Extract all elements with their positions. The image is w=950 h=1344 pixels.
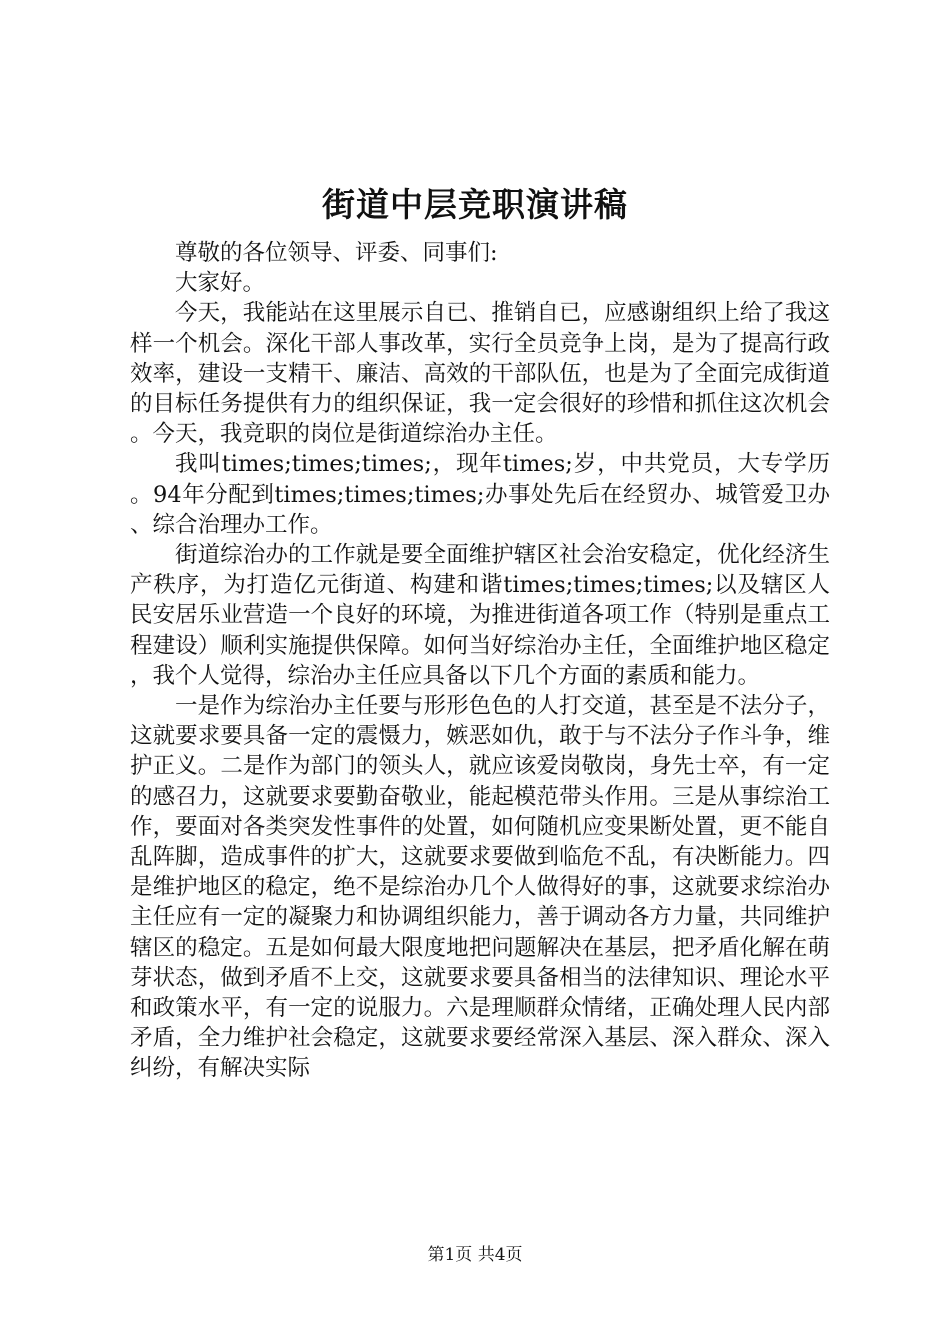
document-title: 街道中层竞职演讲稿 xyxy=(322,185,628,224)
page-footer xyxy=(0,1243,950,1267)
salutation-paragraph: 尊敬的各位领导、评委、同事们: xyxy=(175,240,498,266)
body-paragraph: 我叫times;times;times;，现年times;岁，中共党员，大专学历。94年分配到times;times;times;办事处先后在经贸办、城管爱卫办、综合治理办工作。 xyxy=(130,451,830,538)
page-number-indicator: 第1页 共4页 xyxy=(427,1245,523,1265)
greeting-paragraph: 大家好。 xyxy=(175,270,266,297)
document-body xyxy=(130,238,830,1084)
body-paragraph: 今天，我能站在这里展示自已、推销自已，应感谢组织上给了我这样一个机会。深化干部人事改革，实行全员竞争上岗，是为了提高行政效率，建设一支精干、廉洁、高效的干部队伍，也是为了全面完成街道的目标任务提供有力的组织保证，我一定会很好的珍惜和抓住这次机会。今天，我竞职的岗位是街道综治办主任。 xyxy=(130,300,830,448)
body-paragraph: 一是作为综治办主任要与形形色色的人打交道，甚至是不法分子，这就要求要具备一定的震慑力，嫉恶如仇，敢于与不法分子作斗争，维护正义。二是作为部门的领头人，就应该爱岗敬岗，身先士卒，有一定的感召力，这就要求要勤奋敬业，能起模范带头作用。三是从事综治工作，要面对各类突发性事件的处置，如何随机应变果断处置，更不能自乱阵脚，造成事件的扩大，这就要求要做到临危不乱，有决断能力。四是维护地区的稳定，绝不是综治办几个人做得好的事，这就要求综治办主任应有一定的凝聚力和协调组织能力，善于调动各方力量，共同维护辖区的稳定。五是如何最大限度地把问题解决在基层，把矛盾化解在萌芽状态，做到矛盾不上交，这就要求要具备相当的法律知识、理论水平和政策水平，有一定的说服力。六是理顺群众情绪，正确处理人民内部矛盾，全力维护社会稳定，这就要求要经常深入基层、深入群众、深入纠纷，有解决实际 xyxy=(130,693,830,1082)
body-paragraph: 街道综治办的工作就是要全面维护辖区社会治安稳定，优化经济生产秩序，为打造亿元街道、构建和谐times;times;times;以及辖区人民安居乐业营造一个良好的环境，为推进街道各项工作（特别是重点工程建设）顺利实施提供保障。如何当好综治办主任，全面维护地区稳定，我个人觉得，综治办主任应具备以下几个方面的素质和能力。 xyxy=(130,542,830,689)
